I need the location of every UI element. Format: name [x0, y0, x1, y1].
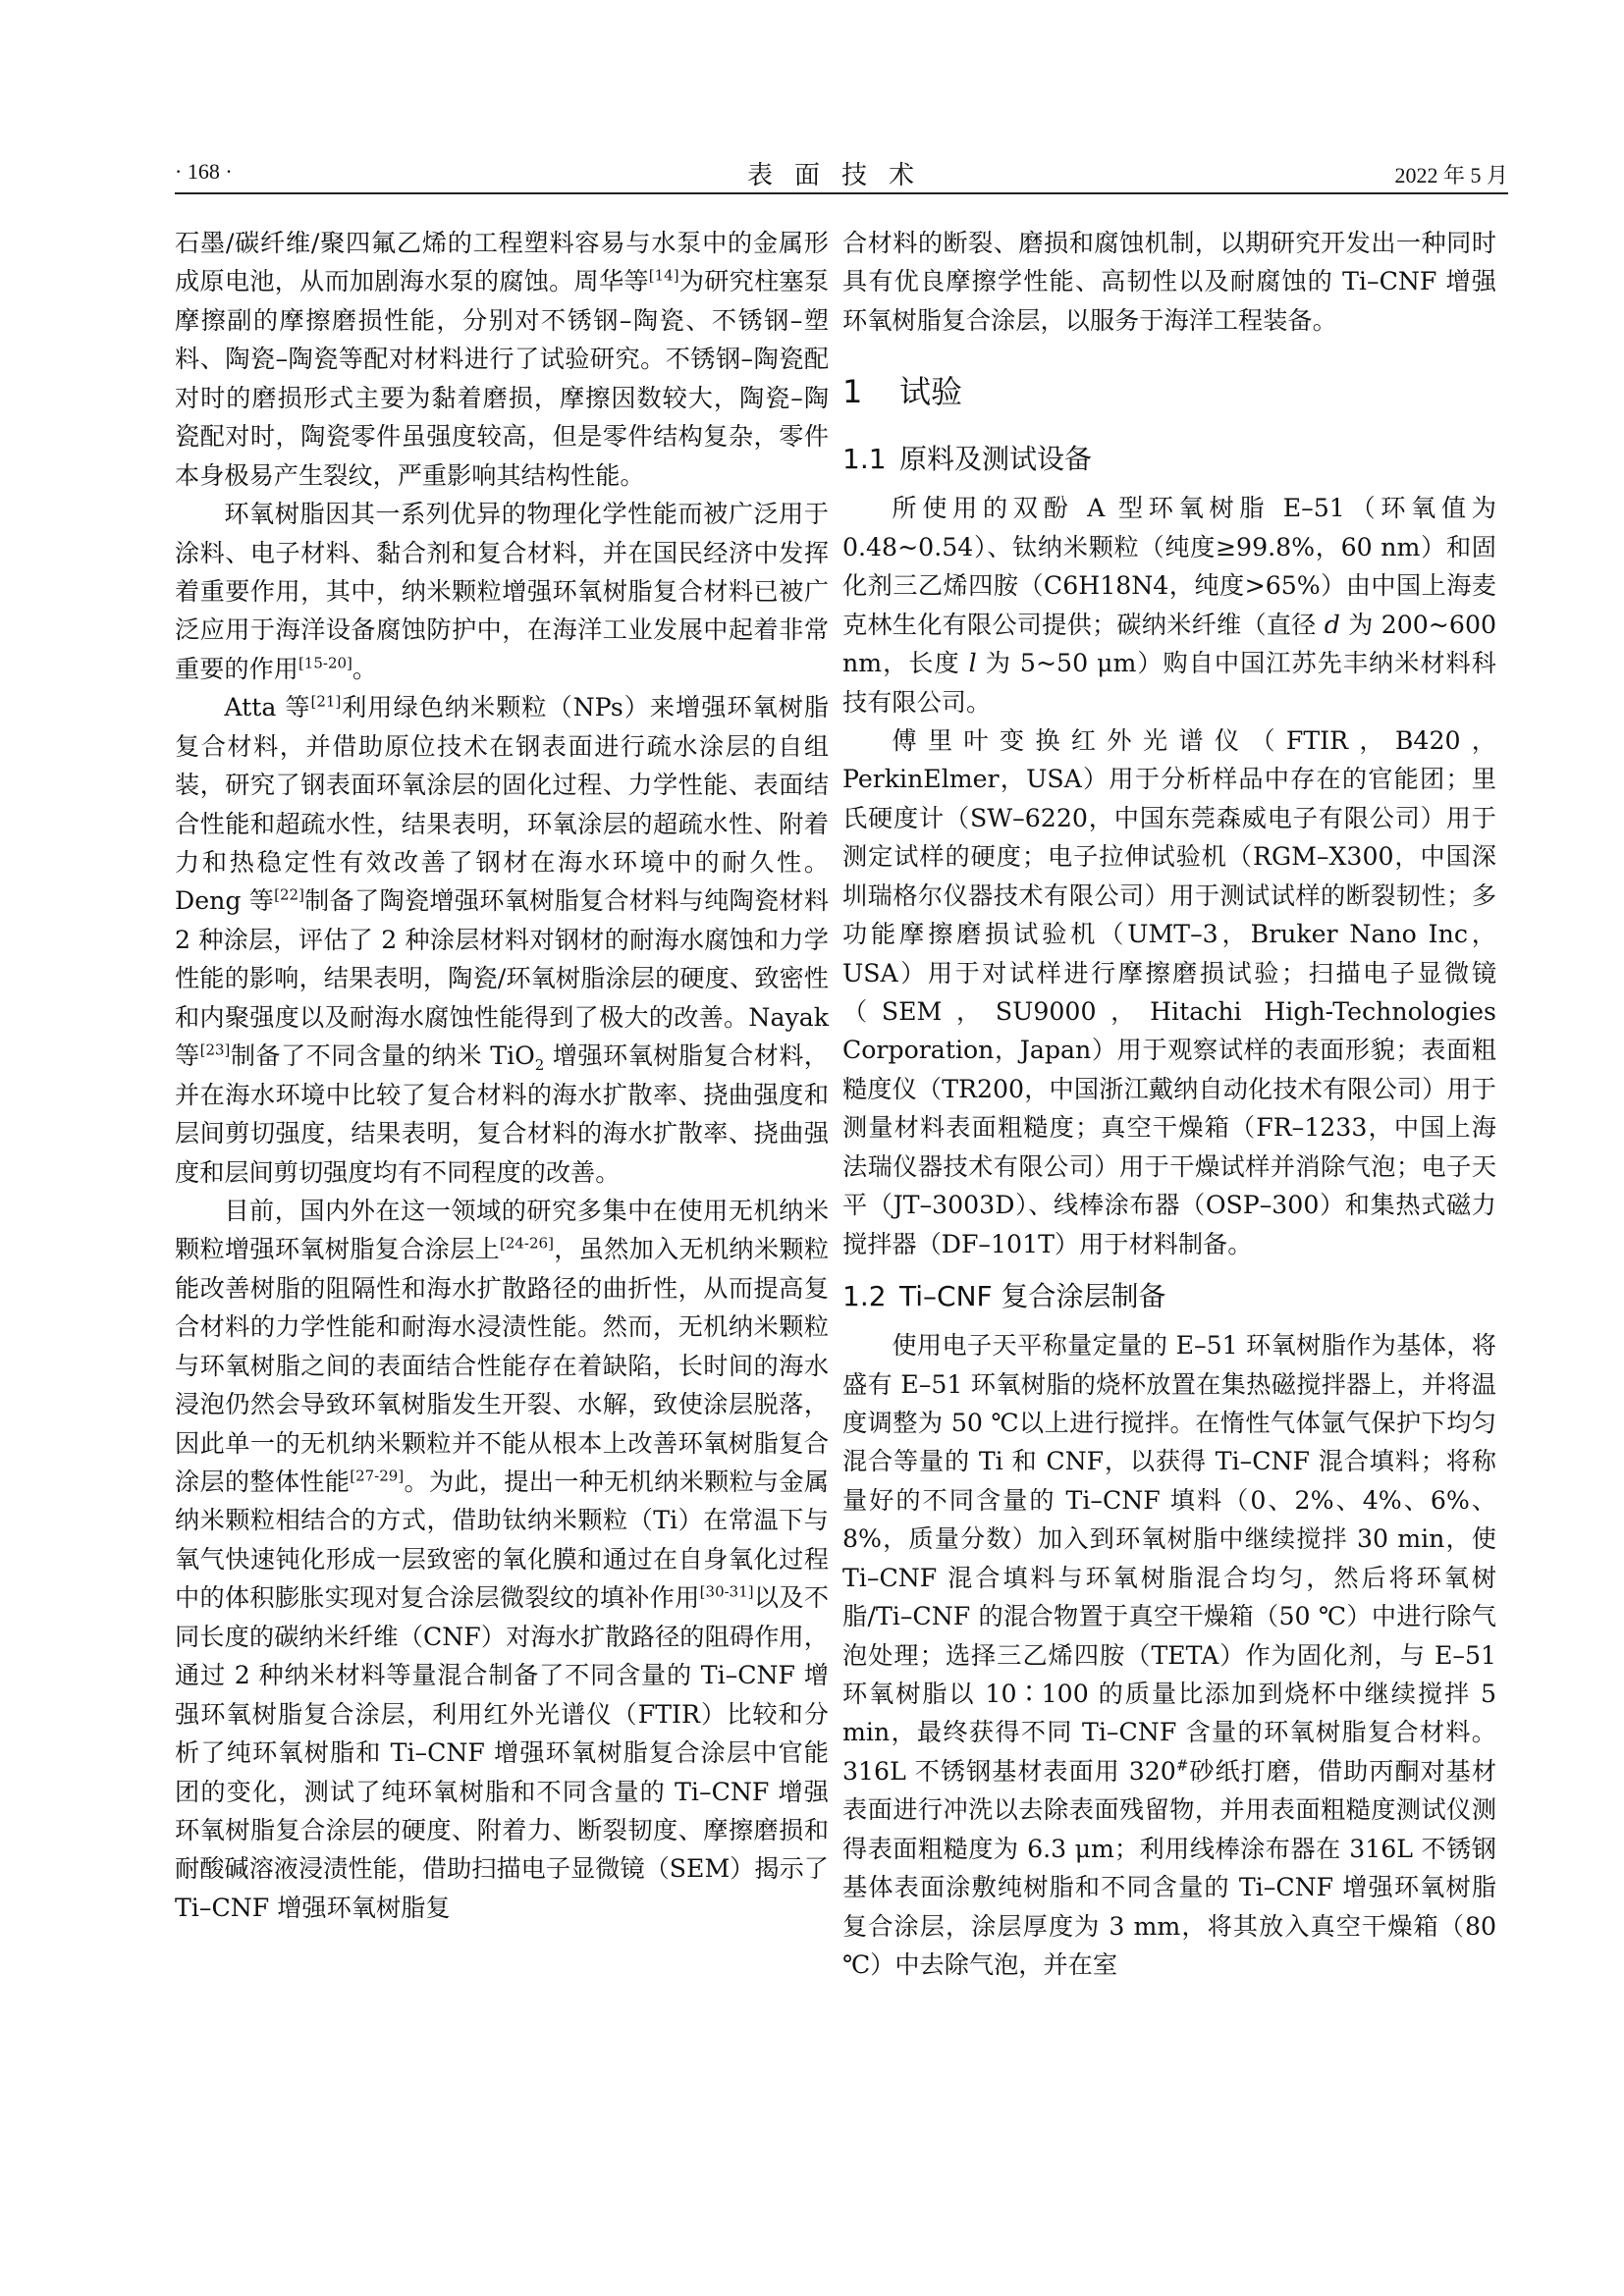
journal-title: 表面技术 — [746, 161, 936, 190]
text: 使用电子天平称量定量的 E–51 环氧树脂作为基体，将盛有 E–51 环氧树脂的烧杯放置在集热磁搅拌器上，并将温度调整为 50 ℃以上进行搅拌。在惰性气体氩气保护下均匀混合等量的 Ti 和 CNF，以获得 Ti–CNF 混合填料；将称量好的不同含量的 Ti–CNF 填料（0、2%、4%、6%、8%，质量分数）加入到环氧树脂中继续搅拌 30 min，使 Ti–CNF 混合填料与环氧树脂混合均匀，然后将环氧树脂/Ti–CNF 的混合物置于真空干燥箱（50 ℃）中进行除气泡处理；选择三乙烯四胺（TETA）作为固化剂，与 E–51 环氧树脂以 10∶100 的质量比添加到烧杯中继续搅拌 5 min，最终获得不同 Ti–CNF 含量的环氧树脂复合材料。316L 不锈钢基材表面用 320 — [842, 1331, 1496, 1786]
text: Atta 等 — [224, 693, 311, 722]
left-column — [175, 224, 829, 1927]
citation: [15-20] — [298, 654, 352, 672]
text: 制备了陶瓷增强环氧树脂复合材料与纯陶瓷材料 2 种涂层，评估了 2 种涂层材料对钢材的耐海水腐蚀和力学性能的影响，结果表明，陶瓷/环氧树脂涂层的硬度、致密性和内聚强度以及耐海水腐蚀性能得到了极大的改善。Nayak 等 — [175, 886, 830, 1071]
citation: [23] — [199, 1041, 231, 1059]
citation: [27-29] — [350, 1467, 405, 1485]
text: 石墨/碳纤维/聚四氟乙烯的工程塑料容易与水泵中的金属形成原电池，从而加剧海水泵的腐蚀。周华等 — [175, 229, 829, 296]
text: 为研究柱塞泵摩擦副的摩擦磨损性能，分别对不锈钢–陶瓷、不锈钢–塑料、陶瓷–陶瓷等配对材料进行了试验研究。不锈钢–陶瓷配对时的磨损形式主要为黏着磨损，摩擦因数较大，陶瓷–陶瓷配对时，陶瓷零件虽强度较高，但是零件结构复杂，零件本身极易产生裂纹，严重影响其结构性能。 — [175, 267, 830, 490]
text: 增强环氧树脂复合材料，并在海水环境中比较了复合材料的海水扩散率、挠曲强度和层间剪切强度，结果表明，复合材料的海水扩散率、挠曲强度和层间剪切强度均有不同程度的改善。 — [175, 1041, 829, 1187]
text: 。为此，提出一种无机纳米颗粒与金属纳米颗粒相结合的方式，借助钛纳米颗粒（Ti）在常温下与氧气快速钝化形成一层致密的氧化膜和通过在自身氧化过程中的体积膨胀实现对复合涂层微裂纹的填补作用 — [175, 1468, 830, 1613]
paragraph: 合材料的断裂、磨损和腐蚀机制，以期研究开发出一种同时具有优良摩擦学性能、高韧性以及耐腐蚀的 Ti–CNF 增强环氧树脂复合涂层，以服务于海洋工程装备。 — [842, 229, 1496, 335]
paragraph — [175, 495, 829, 688]
symbol: l — [968, 649, 977, 678]
text: 为 5~50 μm）购自中国江苏先丰纳米材料科技有限公司。 — [842, 649, 1496, 717]
text: 。 — [352, 654, 378, 683]
text: 制备了不同含量的纳米 TiO — [230, 1041, 535, 1071]
text: 利用绿色纳米颗粒（NPs）来增强环氧树脂复合材料，并借助原位技术在钢表面进行疏水涂层的自组装，研究了钢表面环氧涂层的固化过程、力学性能、表面结合性能和超疏水性，结果表明，环氧涂层的超疏水性、附着力和热稳定性有效改善了钢材在海水环境中的耐久性。Deng 等 — [175, 693, 829, 916]
page-number: · 168 · — [175, 159, 233, 184]
text: 所使用的双酚 A 型环氧树脂 E–51（环氧值为 0.48~0.54）、钛纳米颗粒（纯度≥99.8%，60 nm）和固化剂三乙烯四胺（C6H18N4，纯度>65%）由中国上海麦克林生化有限公司提供；碳纳米纤维（直径 — [842, 494, 1496, 639]
citation: [14] — [648, 267, 679, 286]
text: 以及不同长度的碳纳米纤维（CNF）对海水扩散路径的阻碍作用，通过 2 种纳米材料等量混合制备了不同含量的 Ti–CNF 增强环氧树脂复合涂层，利用红外光谱仪（FTIR）比较和分析了纯环氧树脂和 Ti–CNF 增强环氧树脂复合涂层中官能团的变化，测试了纯环氧树脂和不同含量的 Ti–CNF 增强环氧树脂复合涂层的硬度、附着力、断裂韧度、摩擦磨损和耐酸碱溶液浸渍性能，借助扫描电子显微镜（SEM）揭示了 Ti–CNF 增强环氧树脂复 — [175, 1583, 830, 1922]
paragraph — [175, 688, 829, 1192]
paragraph — [842, 489, 1496, 721]
subscript: 2 — [534, 1056, 545, 1075]
section-title: 试验 — [899, 373, 963, 411]
right-column — [842, 224, 1496, 1985]
citation: [21] — [310, 692, 342, 711]
issue-date: 2022 年 5 月 — [1394, 163, 1508, 187]
paragraph — [842, 1326, 1496, 1984]
header-rule — [175, 192, 1508, 194]
text: 砂纸打磨，借助丙酮对基材表面进行冲洗以去除表面残留物，并用表面粗糙度测试仪测得表面粗糙度为 6.3 μm；利用线棒涂布器在 316L 不锈钢基体表面涂敷纯树脂和不同含量的 Ti–CNF 增强环氧树脂复合涂层，涂层厚度为 3 mm，将其放入真空干燥箱（80 ℃）中去除气泡，并在室 — [842, 1756, 1497, 1980]
section-heading-1-1 — [842, 438, 1496, 477]
section-number: 1.2 — [842, 1280, 887, 1313]
section-heading-1 — [842, 367, 1496, 412]
section-title: Ti–CNF 复合涂层制备 — [899, 1280, 1166, 1313]
section-heading-1-2 — [842, 1275, 1496, 1314]
paragraph — [175, 1192, 829, 1927]
text: 目前，国内外在这一领域的研究多集中在使用无机纳米颗粒增强环氧树脂复合涂层上 — [175, 1196, 829, 1264]
section-number: 1 — [842, 373, 863, 411]
citation: [30-31] — [699, 1582, 754, 1601]
section-number: 1.1 — [842, 443, 887, 476]
citation: [24-26] — [499, 1234, 554, 1253]
paragraph: 傅里叶变换红外光谱仪（FTIR，B420，PerkinElmer，USA）用于分析样品中存在的官能团；里氏硬度计（SW–6220，中国东莞森威电子有限公司）用于测定试样的硬度；电子拉伸试验机（RGM–X300，中国深圳瑞格尔仪器技术有限公司）用于测试试样的断裂韧性；多功能摩擦磨损试验机（UMT–3，Bruker Nano Inc，USA）用于对试样进行摩擦磨损试验；扫描电子显微镜（SEM，SU9000，Hitachi High-Technologies Corporation，Japan）用于观察试样的表面形貌；表面粗糙度仪（TR200，中国浙江戴纳自动化技术有限公司）用于测量材料表面粗糙度；真空干燥箱（FR–1233，中国上海法瑞仪器技术有限公司）用于干燥试样并消除气泡；电子天平（JT–3003D）、线棒涂布器（OSP–300）和集热式磁力搅拌器（DF–101T）用于材料制备。 — [842, 725, 1496, 1258]
running-header — [175, 149, 1508, 190]
text: 为 200~600 nm，长度 — [842, 610, 1496, 678]
symbol: d — [1324, 610, 1340, 639]
section-title: 原料及测试设备 — [899, 443, 1093, 476]
text: ，虽然加入无机纳米颗粒能改善树脂的阻隔性和海水扩散路径的曲折性，从而提高复合材料的力学性能和耐海水浸渍性能。然而，无机纳米颗粒与环氧树脂之间的表面结合性能存在着缺陷，长时间的海水浸泡仍然会导致环氧树脂发生开裂、水解，致使涂层脱落，因此单一的无机纳米颗粒并不能从根本上改善环氧树脂复合涂层的整体性能 — [175, 1235, 830, 1496]
citation: [22] — [274, 886, 304, 905]
superscript: # — [1175, 1756, 1189, 1775]
paragraph — [175, 224, 829, 495]
text: 环氧树脂因其一系列优异的物理化学性能而被广泛用于涂料、电子材料、黏合剂和复合材料，并在国民经济中发挥着重要作用，其中，纳米颗粒增强环氧树脂复合材料已被广泛应用于海洋设备腐蚀防护中，在海洋工业发展中起着非常重要的作用 — [175, 500, 829, 683]
